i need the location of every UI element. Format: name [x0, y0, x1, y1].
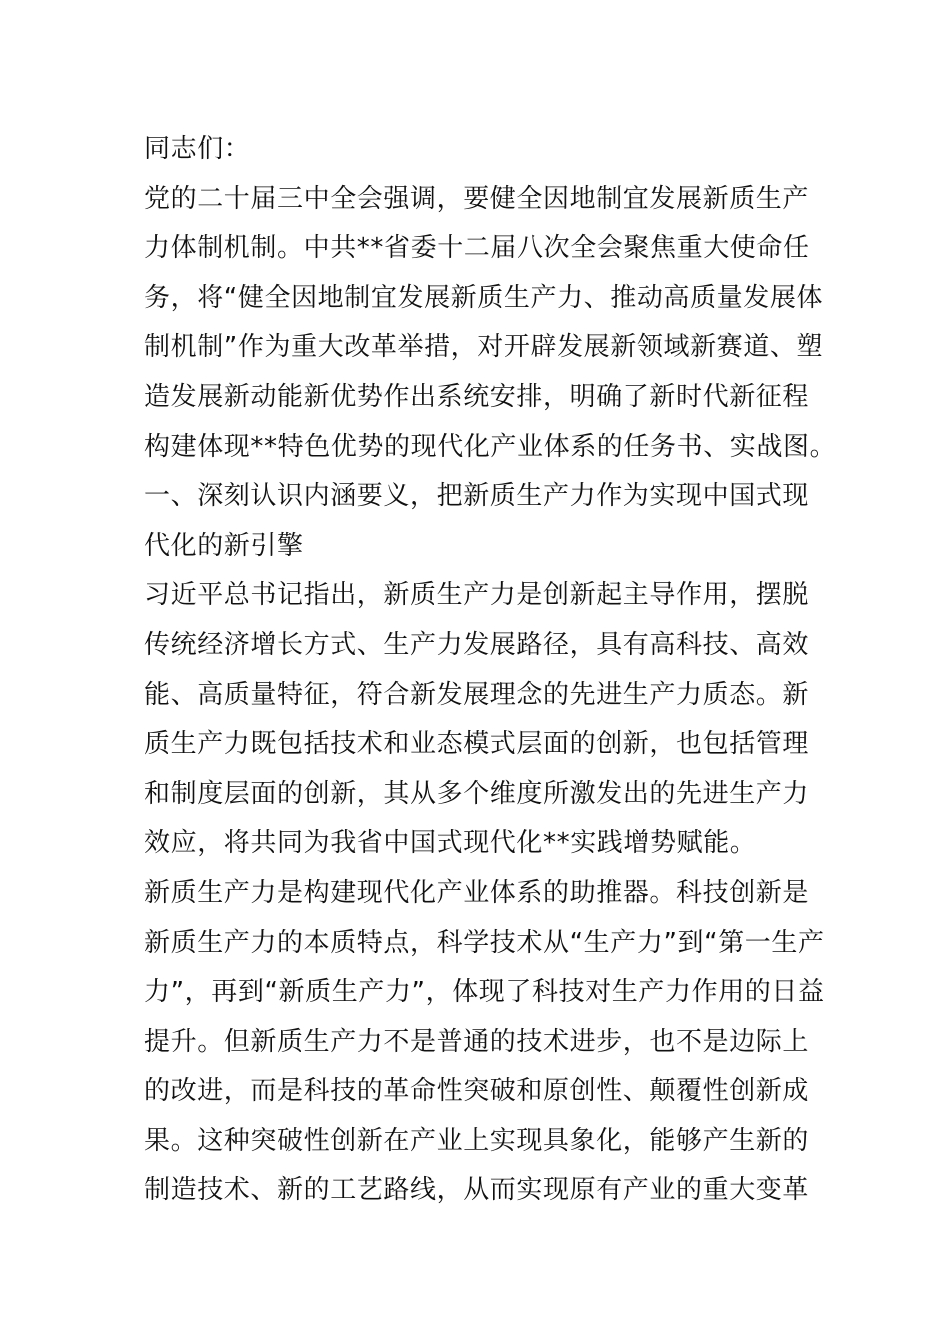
text-line: 质生产力既包括技术和业态模式层面的创新，也包括管理 — [144, 729, 810, 760]
text-line: 果。这种突破性创新在产业上实现具象化，能够产生新的 — [144, 1125, 810, 1156]
text-line: 效应，将共同为我省中国式现代化**实践增势赋能。 — [144, 828, 757, 859]
text-line: 新质生产力的本质特点，科学技术从“生产力”到“第一生产 — [144, 927, 825, 958]
text-line: 和制度层面的创新，其从多个维度所激发出的先进生产力 — [144, 778, 810, 809]
text-line: 习近平总书记指出，新质生产力是创新起主导作用，摆脱 — [144, 580, 810, 611]
document-body — [144, 125, 837, 1216]
text-line: 制机制”作为重大改革举措，对开辟发展新领域新赛道、塑 — [144, 332, 824, 363]
section-heading-line: 代化的新引擎 — [144, 530, 304, 561]
text-line: 力”，再到“新质生产力”，体现了科技对生产力作用的日益 — [144, 977, 825, 1008]
text-line: 提升。但新质生产力不是普通的技术进步，也不是边际上 — [144, 1026, 810, 1057]
text-line: 党的二十届三中全会强调，要健全因地制宜发展新质生产 — [144, 183, 810, 214]
text-line: 务，将“健全因地制宜发展新质生产力、推动高质量发展体 — [144, 282, 824, 313]
text-line: 能、高质量特征，符合新发展理念的先进生产力质态。新 — [144, 679, 810, 710]
section-heading-line: 一、深刻认识内涵要义，把新质生产力作为实现中国式现 — [144, 481, 810, 512]
text-line: 的改进，而是科技的革命性突破和原创性、颠覆性创新成 — [144, 1076, 810, 1107]
text-line: 新质生产力是构建现代化产业体系的助推器。科技创新是 — [144, 877, 810, 908]
text-line: 力体制机制。中共**省委十二届八次全会聚焦重大使命任 — [144, 233, 810, 264]
text-line: 造发展新动能新优势作出系统安排，明确了新时代新征程 — [144, 381, 810, 412]
salutation-line: 同志们： — [144, 134, 251, 164]
text-line: 制造技术、新的工艺路线，从而实现原有产业的重大变革 — [144, 1175, 810, 1206]
text-line: 构建体现**特色优势的现代化产业体系的任务书、实战图。 — [144, 431, 837, 462]
text-line: 传统经济增长方式、生产力发展路径，具有高科技、高效 — [144, 629, 810, 660]
